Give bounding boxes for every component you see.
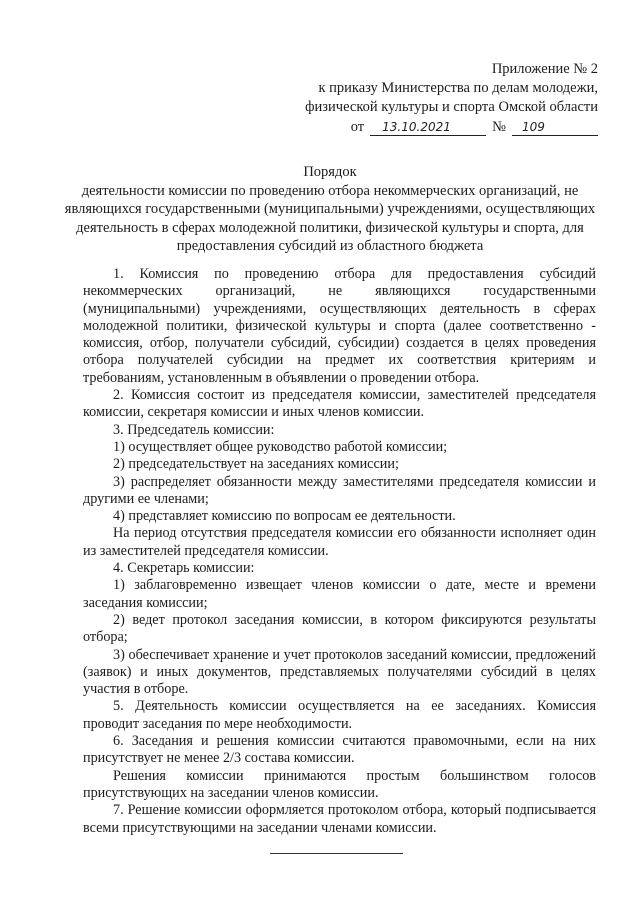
paragraph-2: 2. Комиссия состоит из председателя комиссии, заместителей председателя комиссии, секретаря комиссии и иных членов комиссии.	[83, 387, 596, 421]
paragraph-5: 5. Деятельность комиссии осуществляется на ее заседаниях. Комиссия проводит заседания по мере необходимости.	[83, 698, 596, 732]
paragraph-6-note: Решения комиссии принимаются простым большинством голосов присутствующих на заседании членов комиссии.	[83, 767, 596, 801]
order-reference-line-2: физической культуры и спорта Омской области	[305, 99, 598, 115]
paragraph-4-2: 2) ведет протокол заседания комиссии, в котором фиксируются результаты отбора;	[83, 611, 596, 646]
order-date: 13.10.2021	[370, 120, 486, 136]
document-title	[60, 163, 600, 256]
number-label: №	[492, 119, 506, 135]
paragraph-3-3: 3) распределяет обязанности между заместителями председателя комиссии и другими ее членами;	[83, 473, 596, 507]
title-subtitle: деятельности комиссии по проведению отбора некоммерческих организаций, не являющихся государственными (муниципальными) учреждениями, осуществляющих деятельность в сферах молодежной политики, физической культуры и спорта, для предоставления субсидий из областного бюджета	[64, 182, 596, 254]
title-heading: Порядок	[303, 164, 357, 180]
order-number: 109	[512, 120, 598, 136]
paragraph-4-1: 1) заблаговременно извещает членов комиссии о дате, месте и времени заседания комиссии;	[83, 577, 596, 611]
paragraph-3-note: На период отсутствия председателя комиссии его обязанности исполняет один из заместителей председателя комиссии.	[83, 525, 596, 559]
paragraph-4-3: 3) обеспечивает хранение и учет протоколов заседаний комиссии, предложений (заявок) и иных документов, представляемых получателями субсидий в целях участия в отборе.	[83, 646, 596, 698]
from-label: от	[350, 119, 365, 135]
appendix-header	[278, 60, 598, 137]
document-body	[83, 266, 596, 837]
paragraph-3-4: 4) представляет комиссию по вопросам ее деятельности.	[113, 508, 456, 525]
paragraph-3-2: 2) председательствует на заседаниях комиссии;	[113, 456, 399, 473]
closing-divider	[270, 853, 403, 854]
paragraph-3: 3. Председатель комиссии:	[113, 421, 275, 438]
paragraph-1: 1. Комиссия по проведению отбора для предоставления субсидий некоммерческих организаций, не являющихся государственными (муниципальными) учреждениями, осуществляющих деятельность в сферах молодежной политики, физической культуры и спорта (далее соответственно - комиссия, отбор, получатели субсидий, субсидии) создается в целях проведения отбора получателей субсидии на предмет их соответствия критериям и требованиям, установленным в объявлении о проведении отбора.	[83, 266, 596, 386]
paragraph-6: 6. Заседания и решения комиссии считаются правомочными, если на них присутствует не менее 2/3 состава комиссии.	[83, 733, 596, 767]
order-date-number	[278, 118, 598, 137]
paragraph-7: 7. Решение комиссии оформляется протоколом отбора, который подписывается всеми присутствующими на заседании членами комиссии.	[83, 802, 596, 836]
paragraph-4: 4. Секретарь комиссии:	[113, 560, 255, 577]
order-reference-line-1: к приказу Министерства по делам молодежи,	[318, 80, 598, 96]
paragraph-3-1: 1) осуществляет общее руководство работой комиссии;	[113, 438, 448, 455]
appendix-number: Приложение № 2	[491, 61, 598, 77]
